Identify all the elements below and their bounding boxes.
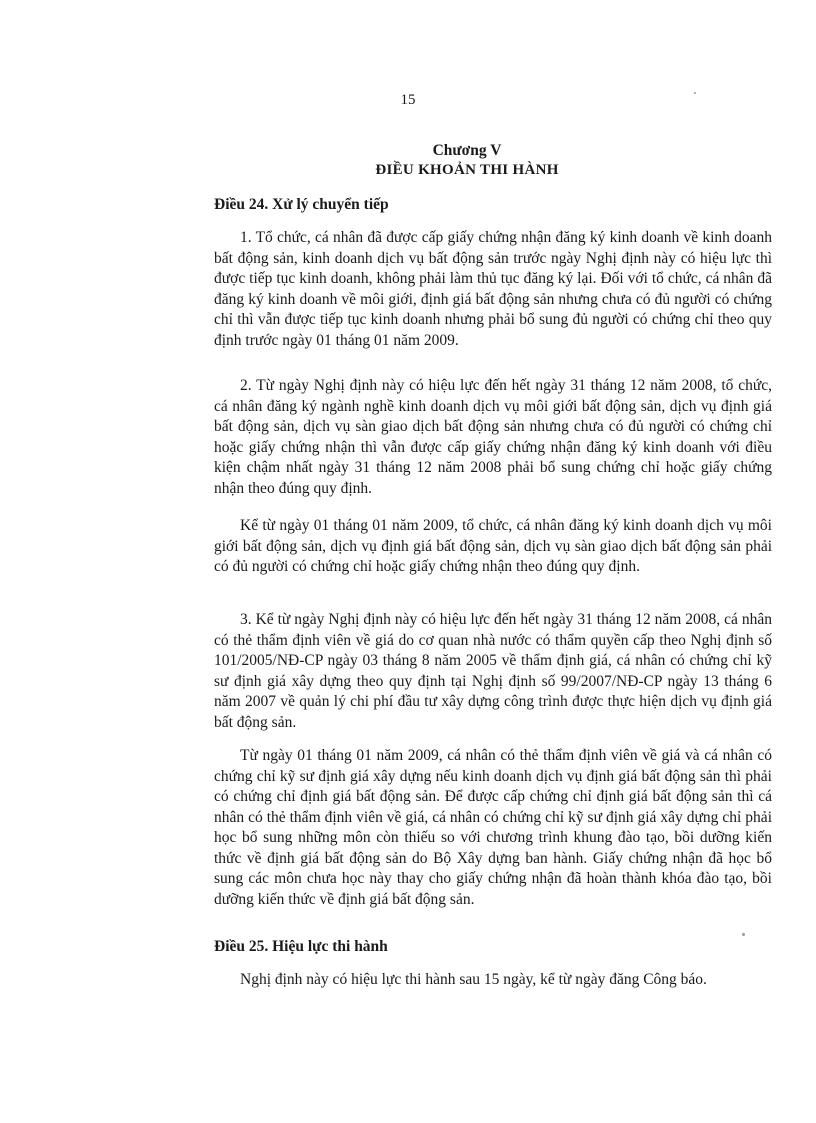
article-25-paragraph-1: Nghị định này có hiệu lực thi hành sau 15 ngày, kể từ ngày đăng Công báo. [240, 971, 707, 988]
article-24-paragraph-4: 3. Kể từ ngày Nghị định này có hiệu lực đến hết ngày 31 tháng 12 năm 2008, cá nhân có thẻ thẩm định viên về giá do cơ quan nhà nước có thẩm quyền cấp theo Nghị định số 101/2005/NĐ-CP ngày 03 tháng 8 năm 2005 về thẩm định giá, cá nhân có chứng chỉ kỹ sư định giá xây dựng theo quy định tại Nghị định số 99/2007/NĐ-CP ngày 13 tháng 6 năm 2007 về quản lý chi phí đầu tư xây dựng công trình được thực hiện dịch vụ định giá bất động sản. [214, 611, 772, 731]
scan-speck [694, 92, 696, 94]
article-24-paragraph-3: Kể từ ngày 01 tháng 01 năm 2009, tổ chức, cá nhân đăng ký kinh doanh dịch vụ môi giới bất động sản, dịch vụ định giá bất động sản, dịch vụ sàn giao dịch bất động sản phải có đủ người có chứng chỉ hoặc giấy chứng nhận theo đúng quy định. [214, 517, 772, 575]
article-24-heading: Điều 24. Xử lý chuyển tiếp [214, 196, 389, 213]
chapter-title: ĐIỀU KHOẢN THI HÀNH [375, 162, 559, 178]
scan-speck [742, 933, 745, 936]
article-24-paragraph-5: Từ ngày 01 tháng 01 năm 2009, cá nhân có thẻ thẩm định viên về giá và cá nhân có chứng chỉ kỹ sư định giá xây dựng nếu kinh doanh dịch vụ định giá bất động sản thì phải có chứng chỉ định giá bất động sản. Để được cấp chứng chỉ định giá bất động sản thì cá nhân có thẻ thẩm định viên về giá, cá nhân có chứng chỉ kỹ sư định giá xây dựng chỉ phải học bổ sung những môn còn thiếu so với chương trình khung đào tạo, bồi dưỡng kiến thức về định giá bất động sản do Bộ Xây dựng ban hành. Giấy chứng nhận đã học bổ sung các môn chưa học này thay cho giấy chứng nhận đã hoàn thành khóa đào tạo, bồi dưỡng kiến thức về định giá bất động sản. [214, 747, 772, 908]
article-25-heading: Điều 25. Hiệu lực thi hành [214, 938, 388, 955]
page-number: 15 [400, 92, 416, 108]
article-24-paragraph-1: 1. Tổ chức, cá nhân đã được cấp giấy chứng nhận đăng ký kinh doanh về kinh doanh bất động sản, kinh doanh dịch vụ bất động sản trước ngày Nghị định này có hiệu lực thì được tiếp tục kinh doanh, không phải làm thủ tục đăng ký lại. Đối với tổ chức, cá nhân đã đăng ký kinh doanh về môi giới, định giá bất động sản nhưng chưa có đủ người có chứng chỉ thì vẫn được tiếp tục kinh doanh nhưng phải bổ sung đủ người có chứng chỉ theo quy định trước ngày 01 tháng 01 năm 2009. [214, 229, 772, 349]
chapter-label: Chương V [432, 142, 502, 159]
article-24-paragraph-2: 2. Từ ngày Nghị định này có hiệu lực đến hết ngày 31 tháng 12 năm 2008, tổ chức, cá nhân đăng ký ngành nghề kinh doanh dịch vụ môi giới bất động sản, dịch vụ định giá bất động sản, dịch vụ sàn giao dịch bất động sản nhưng chưa có đủ người có chứng chỉ hoặc giấy chứng nhận thì vẫn được cấp giấy chứng nhận đăng ký kinh doanh với điều kiện chậm nhất ngày 31 tháng 12 năm 2008 phải bổ sung chứng chỉ hoặc giấy chứng nhận theo đúng quy định. [214, 377, 772, 497]
